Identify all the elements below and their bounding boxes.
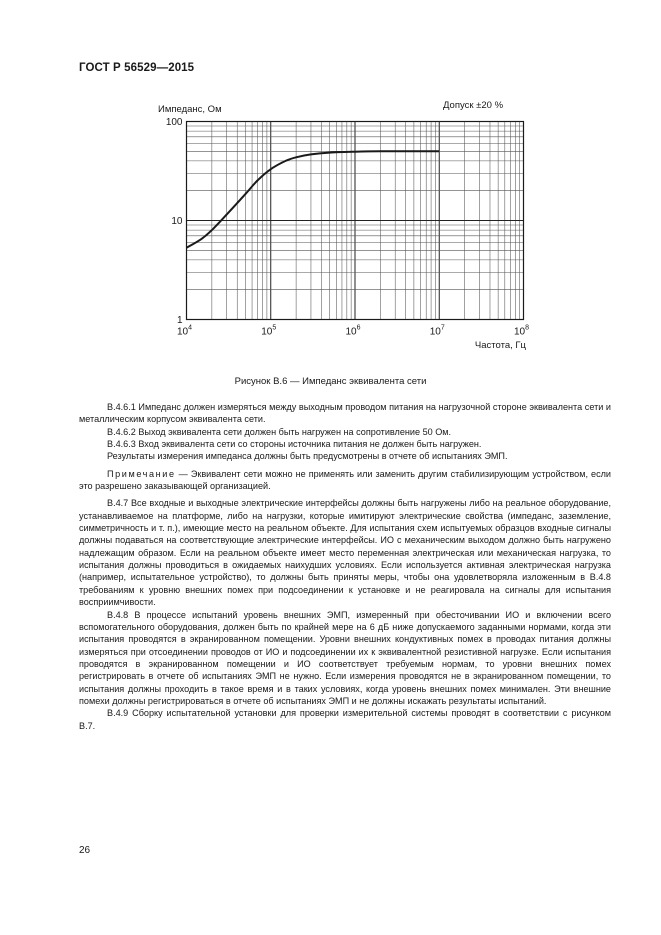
note-label: Примечание — [107, 468, 176, 479]
figure-caption: Рисунок В.6 — Импеданс эквивалента сети — [234, 376, 427, 387]
x-tick-label: $10^6$ — [345, 324, 361, 338]
paragraph-b49: В.4.9 Сборку испытательной установки для проверки измерительной системы проводят в соответствии с рисунком В.7. — [79, 708, 611, 731]
paragraph-b48: В.4.8 В процессе испытаний уровень внешних ЭМП, измеренный при обесточивании ИО и включении всего вспомогательного оборудования, должен быть по крайней мере на 6 дБ ниже допускаемого заданными нормами, когда эти испытания проводятся в экранированном помещении. Уровни внешних кондуктивных помех в проводах питания должны измеряться при отсоединении проводов от ИО и подсоединении их к эквивалентной резистивной нагрузке. Если испытания проводятся в экранированном помещении и ИО соответствует требуемым нормам, то уровни внешних помех регистрировать в отчете об испытаниях ЭМП не нужно. Если измерения проводятся не в экранированном помещении, то испытания должны проходить в такое время и в таких условиях, когда уровень внешних помех минимален. Эти внешние помехи должны регистрироваться в отчете об испытаниях ЭМП и не должны искажать результаты испытаний. — [79, 609, 611, 706]
document-id: ГОСТ Р 56529—2015 — [79, 62, 195, 74]
chart-labels — [158, 100, 529, 351]
x-axis-label: Частота, Гц — [474, 340, 526, 351]
paragraph-b463: В.4.6.3 Вход эквивалента сети со стороны источника питания не должен быть нагружен. — [107, 439, 482, 450]
impedance-chart — [0, 0, 661, 380]
x-tick-label: $10^8$ — [513, 324, 530, 338]
body-text — [79, 401, 611, 732]
tolerance-annotation: Допуск ±20 % — [443, 100, 504, 111]
note — [79, 468, 611, 493]
chart-series — [187, 151, 440, 248]
y-tick-label: 1 — [176, 315, 183, 326]
x-tick-label: $10^5$ — [261, 324, 277, 338]
paragraph-b47: В.4.7 Все входные и выходные электрические интерфейсы должны быть нагружены либо на реальное оборудование, устанавливаемое на платформе, либо на нагрузки, которые имитируют электрические свойства (импеданс, заземление, симметричность и т. п.), имеющие место на реальном объекте. Для испытания схем испытуемых образцов входные сигналы должны подаваться на соответствующие электрические интерфейсы. ИО с механическим выходом должно быть нагружено надлежащим образом. Если на реальном объекте имеет место переменная электрическая или механическая нагрузка, то испытания должны проводиться в ожидаемых наихудших условиях. Если используется активная электрическая нагрузка (например, испытательное устройство), то должны быть приняты меры, чтобы она удовлетворяла изложенным в В.4.8 требованиям к уровню внешних помех при подсоединении к установке и не реагировала на сигналы для испытания восприимчивости. — [79, 498, 611, 608]
y-tick-label: 100 — [165, 117, 183, 128]
note-text: — Эквивалент сети можно не применять или заменить другим стабилизирующим устройством, если это разрешено заказывающей организацией. — [79, 468, 611, 492]
impedance-curve — [187, 151, 440, 248]
paragraph-b461: В.4.6.1 Импеданс должен измеряться между выходным проводом питания на нагрузочной стороне эквивалента сети и металлическим корпусом эквивалента сети. — [79, 402, 611, 425]
y-tick-label: 10 — [171, 216, 183, 227]
x-tick-label: $10^7$ — [429, 324, 445, 338]
y-axis-label: Импеданс, Ом — [158, 104, 222, 115]
paragraph-results: Результаты измерения импеданса должны быть предусмотрены в отчете об испытаниях ЭМП. — [107, 451, 508, 462]
page-number: 26 — [79, 845, 91, 856]
x-tick-label: $10^4$ — [176, 324, 193, 338]
paragraph-b462: В.4.6.2 Выход эквивалента сети должен быть нагружен на сопротивление 50 Ом. — [107, 426, 452, 437]
